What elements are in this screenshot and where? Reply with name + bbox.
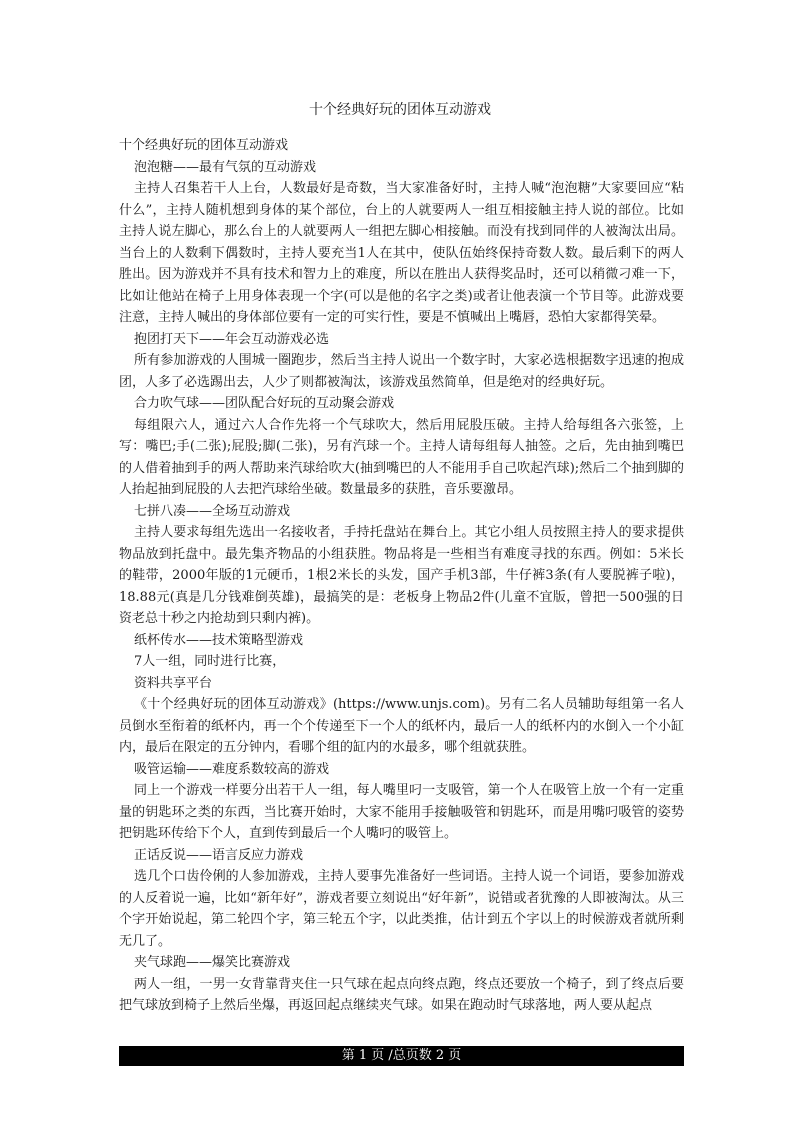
section-heading: 合力吹气球——团队配合好玩的互动聚会游戏 (134, 396, 395, 411)
section-heading: 抱团打天下——年会互动游戏必选 (134, 331, 330, 347)
page-number-footer: 第 1 页 /总页数 2 页 (119, 1046, 684, 1066)
section-paragraph: 两人一组，一男一女背靠背夹住一只气球在起点向终点跑，终点还要放一个椅子，到了终点后要把气球放到椅子上然后坐爆，再返回起点继续夹气球。如果在跑动时气球落地，两人要从起点 (119, 976, 684, 1013)
section-paragraph: 7人一组，同时进行比赛， (134, 654, 286, 669)
intro-heading: 十个经典好玩的团体互动游戏 (119, 138, 289, 153)
document-body (119, 135, 684, 1017)
section-paragraph: 所有参加游戏的人围城一圈跑步，然后当主持人说出一个数字时，大家必选根据数字迅速的抱成团，人多了必选踢出去，人少了则都被淘汰，该游戏虽然简单，但是绝对的经典好玩。 (119, 353, 684, 390)
section-paragraph: 主持人要求每组先选出一名接收者，手持托盘站在舞台上。其它小组人员按照主持人的要求提供物品放到托盘中。最先集齐物品的小组获胜。物品将是一些相当有难度寻找的东西。例如：5米长的鞋带，2000年版的1元硬币，1根2米长的头发，国产手机3部，牛仔裤3条(有人要脱裤子啦)，18.88元(真是几分钱难倒英雄)，最搞笑的是：老板身上物品2件(儿童不宜版，曾把一500强的日资老总十秒之内抢劫到只剩内裤)。 (119, 525, 684, 626)
section-paragraph: 选几个口齿伶俐的人参加游戏，主持人要事先准备好一些词语。主持人说一个词语，要参加游戏的人反着说一遍，比如“新年好”，游戏者要立刻说出“好年新”，说错或者犹豫的人即被淘汰。从三个字开始说起，第二轮四个字，第三轮五个字，以此类推，估计到五个字以上的时候游戏者就所剩无几了。 (119, 869, 684, 949)
section-paragraph: 主持人召集若干人上台，人数最好是奇数，当大家准备好时，主持人喊“泡泡糖”大家要回应“粘什么”，主持人随机想到身体的某个部位，台上的人就要两人一组互相接触主持人说的部位。比如主持人说左脚心，那么台上的人就要两人一组把左脚心相接触。而没有找到同伴的人被淘汰出局。当台上的人数剩下偶数时，主持人要充当1人在其中，使队伍始终保持奇数人数。最后剩下的两人胜出。因为游戏并不具有技术和智力上的难度，所以在胜出人获得奖品时，还可以稍微刁难一下，比如让他站在椅子上用身体表现一个字(可以是他的名字之类)或者让他表演一个节目等。此游戏要注意，主持人喊出的身体部位要有一定的可实行性，要是不慎喊出上嘴唇，恐怕大家都得笑晕。 (119, 181, 684, 325)
section-paragraph: 《十个经典好玩的团体互动游戏》(https://www.unjs.com)。另有二名人员辅助每组第一名人员倒水至衔着的纸杯内，再一个个传递至下一个人的纸杯内，最后一人的纸杯内的水倒入一个小缸内，最后在限定的五分钟内，看哪个组的缸内的水最多，哪个组就获胜。 (119, 697, 684, 755)
section-heading: 资料共享平台 (134, 675, 213, 691)
section-heading: 纸杯传水——技术策略型游戏 (134, 632, 304, 648)
section-heading: 泡泡糖——最有气氛的互动游戏 (134, 159, 317, 175)
section-paragraph: 每组限六人，通过六人合作先将一个气球吹大，然后用屁股压破。主持人给每组各六张签，上写：嘴巴;手(二张);屁股;脚(二张)，另有汽球一个。主持人请每组每人抽签。之后，先由抽到嘴巴的人借着抽到手的两人帮助来汽球给吹大(抽到嘴巴的人不能用手自己吹起汽球);然后二个抽到脚的人抬起抽到屁股的人去把汽球给坐破。数量最多的获胜，音乐要激昂。 (119, 417, 684, 497)
section-heading: 吸管运输——难度系数较高的游戏 (134, 761, 330, 777)
section-heading: 正话反说——语言反应力游戏 (134, 847, 304, 863)
section-heading: 七拼八凑——全场互动游戏 (134, 503, 291, 519)
section-heading: 夹气球跑——爆笑比赛游戏 (134, 955, 291, 970)
section-paragraph: 同上一个游戏一样要分出若干人一组，每人嘴里叼一支吸管，第一个人在吸管上放一个有一定重量的钥匙环之类的东西，当比赛开始时，大家不能用手接触吸管和钥匙环，而是用嘴叼吸管的姿势把钥匙环传给下个人，直到传到最后一个人嘴叼的吸管上。 (119, 783, 684, 841)
document-title: 十个经典好玩的团体互动游戏 (309, 102, 491, 118)
